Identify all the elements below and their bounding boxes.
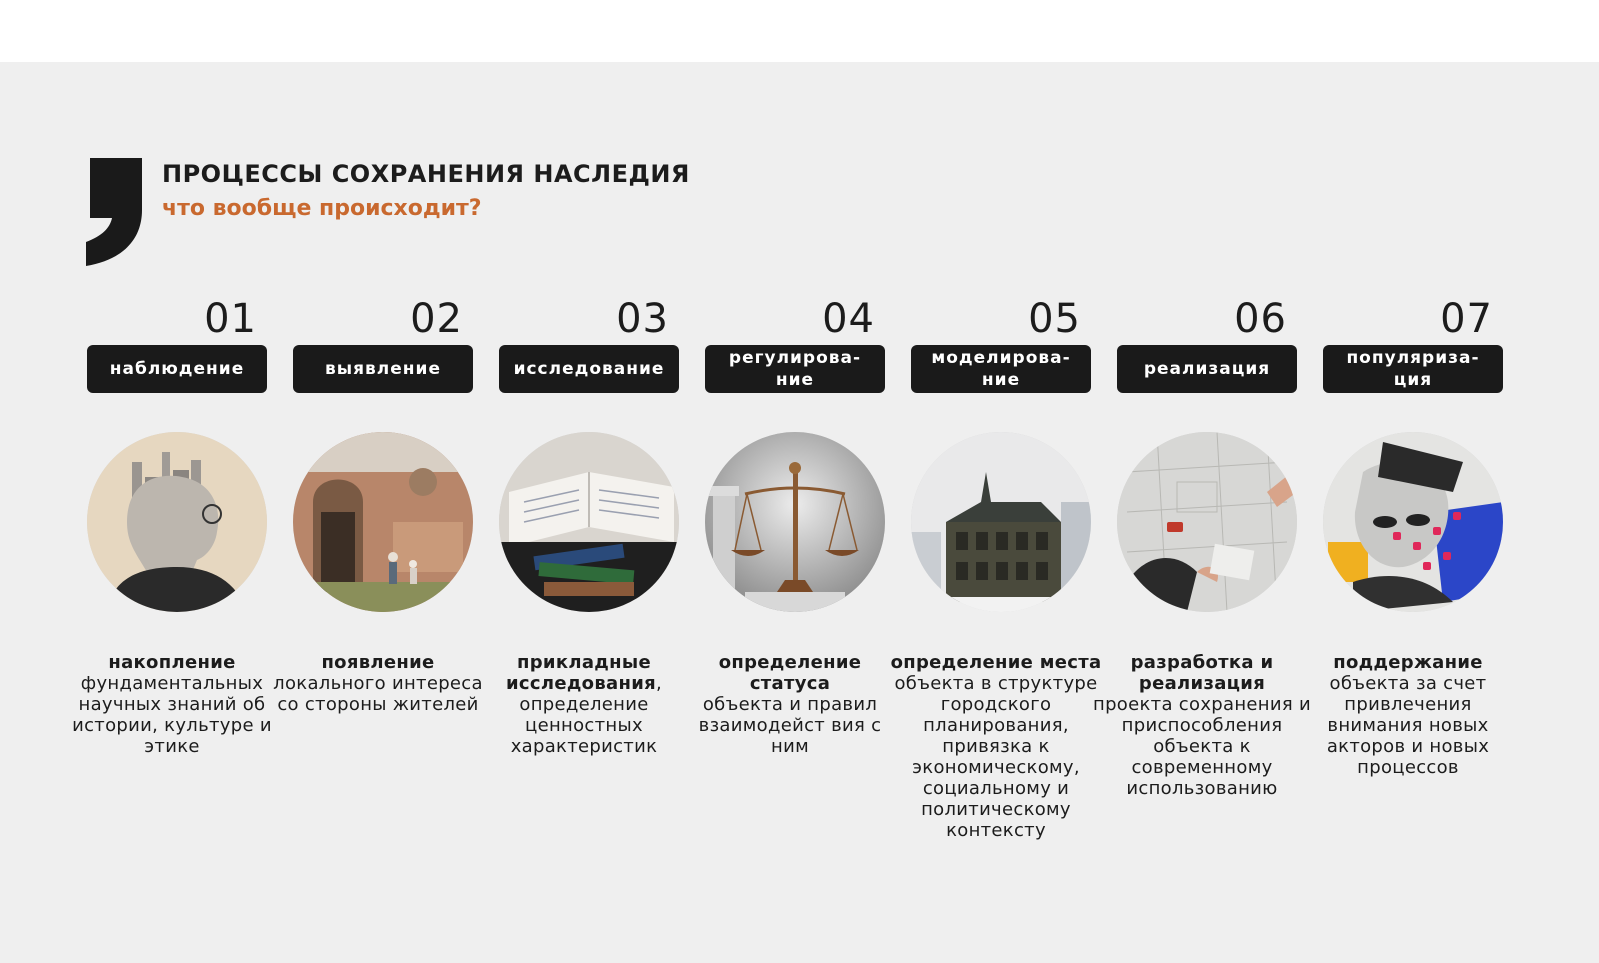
step-number: 01 [204, 296, 257, 342]
step-description-text: объекта за счет привлечения внимания новых акторов и новых процессов [1326, 673, 1490, 778]
scales-photo-icon [705, 432, 885, 612]
wooden-house-photo-icon [911, 432, 1091, 612]
step-description-suffix: , [655, 673, 663, 694]
step-label: регулирова- ние [705, 345, 885, 393]
step-description-bold: определение места [890, 652, 1102, 673]
step-description [268, 652, 488, 715]
step-description [1298, 652, 1518, 778]
step-description-text: определение ценностных характеристик [510, 694, 658, 757]
step-description [680, 652, 900, 757]
step-description [886, 652, 1106, 841]
step-description [1092, 652, 1312, 799]
step-label: выявление [293, 345, 473, 393]
step-description-text: фундаментальных научных знаний об истории, культуре и этике [72, 673, 272, 757]
step-label: наблюдение [87, 345, 267, 393]
step-label: исследование [499, 345, 679, 393]
step-label: реализация [1117, 345, 1297, 393]
vr-collage-photo-icon [1323, 432, 1503, 612]
step-description [62, 652, 282, 757]
step-description-bold: поддержание [1333, 652, 1483, 673]
step-label: популяриза- ция [1323, 345, 1503, 393]
silhouette-city-photo-icon [87, 432, 267, 612]
step-description-text: проекта сохранения и приспособления объекта к современному использованию [1093, 694, 1311, 799]
step-description-bold: прикладные исследования [505, 652, 656, 694]
step-description-text: объекта и правил взаимодейст вия с ним [698, 694, 882, 757]
step-description [474, 652, 694, 757]
page-subtitle: что вообще происходит? [162, 196, 482, 221]
ruined-church-photo-icon [293, 432, 473, 612]
step-number: 04 [822, 296, 875, 342]
step-description-bold: разработка и реализация [1130, 652, 1274, 694]
comma-quote-icon [86, 158, 142, 266]
step-number: 07 [1440, 296, 1493, 342]
step-description-text: локального интереса со стороны жителей [273, 673, 483, 715]
step-description-bold: определение статуса [718, 652, 862, 694]
page-title: ПРОЦЕССЫ СОХРАНЕНИЯ НАСЛЕДИЯ [162, 160, 690, 188]
step-description-text: объекта в структуре городского планирования, привязка к экономическому, социальному и политическому контексту [894, 673, 1098, 841]
books-photo-icon [499, 432, 679, 612]
step-label: моделирова- ние [911, 345, 1091, 393]
step-number: 02 [410, 296, 463, 342]
plans-hands-photo-icon [1117, 432, 1297, 612]
step-description-bold: появление [321, 652, 435, 673]
step-number: 03 [616, 296, 669, 342]
step-number: 05 [1028, 296, 1081, 342]
step-description-bold: накопление [108, 652, 236, 673]
step-number: 06 [1234, 296, 1287, 342]
